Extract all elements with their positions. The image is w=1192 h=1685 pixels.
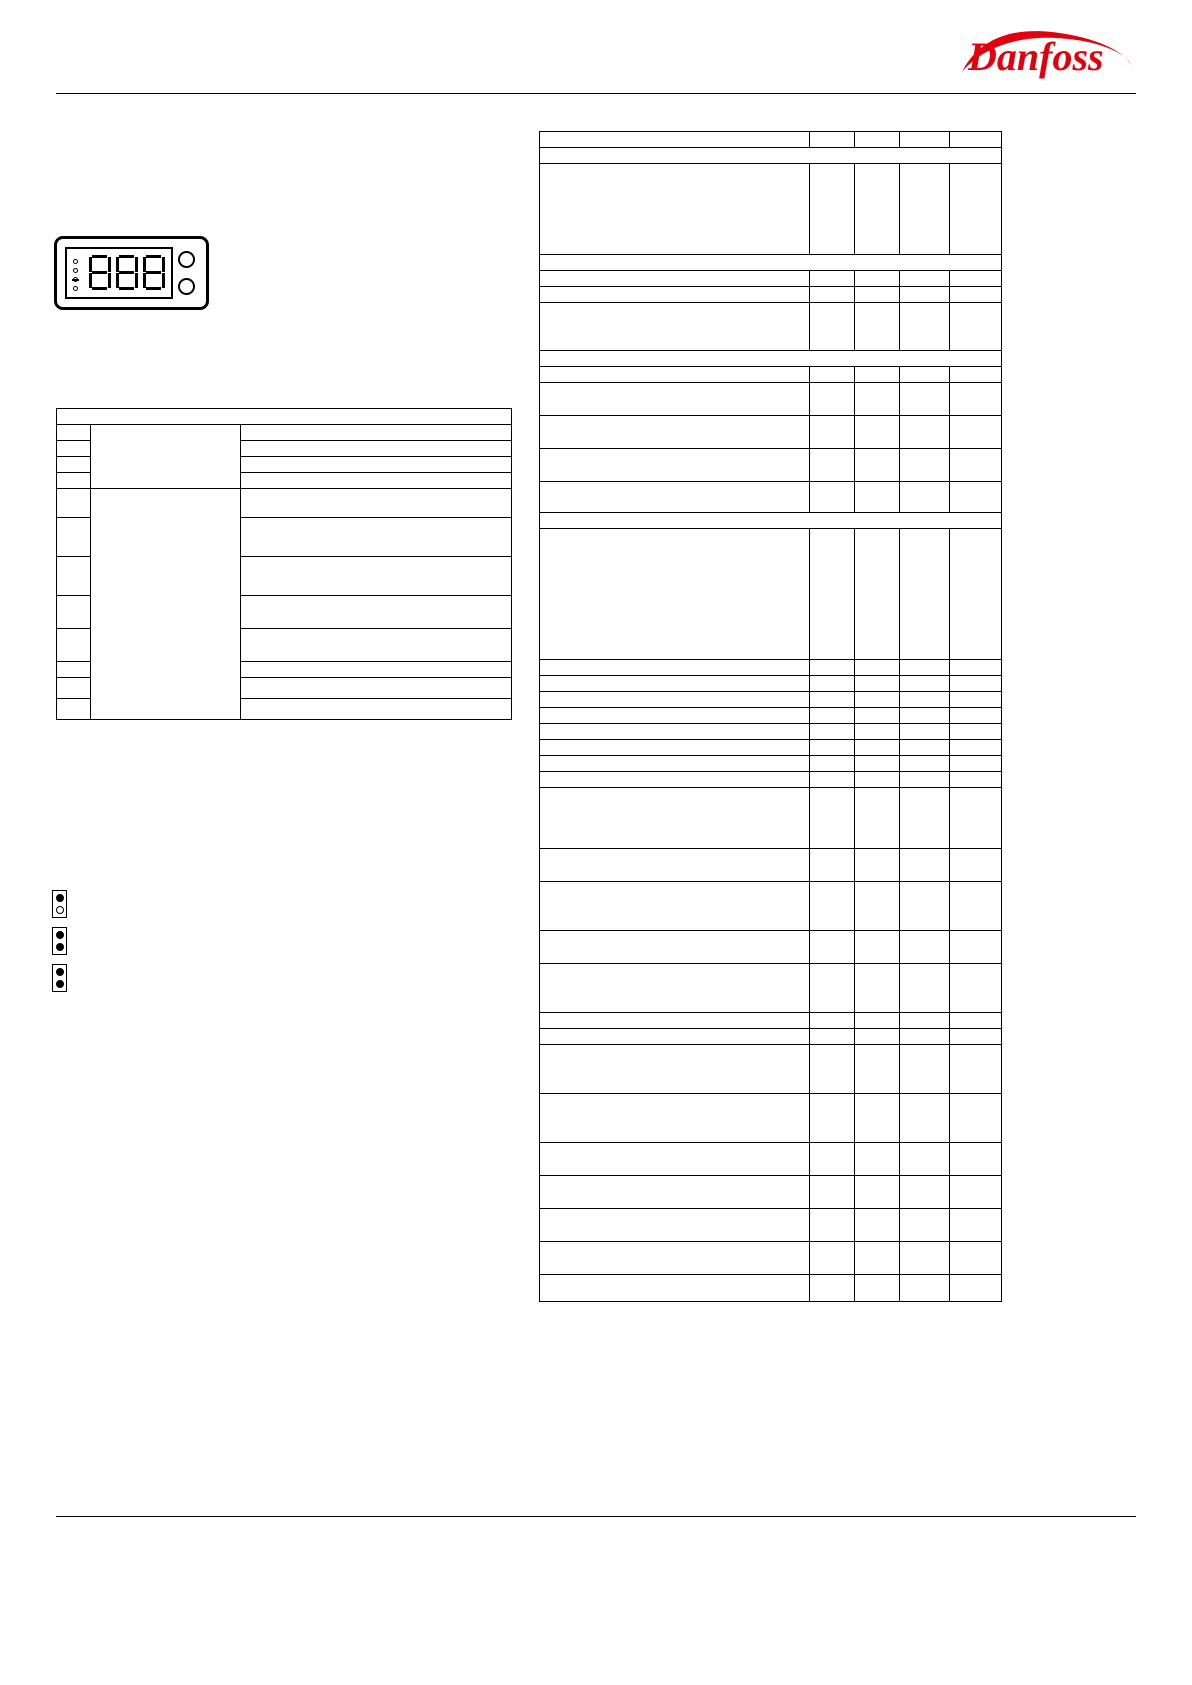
param-val-3	[900, 849, 950, 882]
param-val-4	[950, 1209, 1002, 1242]
param-val-1	[810, 271, 855, 287]
param-val-3	[900, 788, 950, 849]
param-val-4	[950, 788, 1002, 849]
section-row	[540, 351, 1002, 367]
param-desc	[540, 303, 810, 351]
section-label	[540, 148, 1002, 164]
param-val-4	[950, 367, 1002, 383]
param-val-2	[855, 660, 900, 676]
param-val-4	[950, 449, 1002, 482]
param-desc	[540, 772, 810, 788]
param-val-4	[950, 416, 1002, 449]
table-row	[540, 964, 1002, 1013]
param-val-2	[855, 529, 900, 660]
up-button[interactable]	[178, 251, 195, 268]
table-row	[57, 409, 512, 425]
danfoss-logo	[956, 26, 1136, 88]
param-val-4	[950, 1275, 1002, 1302]
param-val-1	[810, 1143, 855, 1176]
param-val-3	[900, 529, 950, 660]
param-val-4	[950, 1176, 1002, 1209]
status-led	[73, 268, 78, 273]
code-cell	[57, 662, 91, 678]
header-col-2	[855, 132, 900, 148]
param-val-2	[855, 1176, 900, 1209]
param-val-3	[900, 740, 950, 756]
param-desc	[540, 708, 810, 724]
param-desc	[540, 964, 810, 1013]
section-label	[540, 351, 1002, 367]
param-desc	[540, 931, 810, 964]
param-val-2	[855, 1275, 900, 1302]
param-val-4	[950, 1029, 1002, 1045]
section-row	[540, 148, 1002, 164]
param-val-1	[810, 1029, 855, 1045]
footer-divider	[56, 1516, 1136, 1517]
param-val-3	[900, 882, 950, 931]
param-val-2	[855, 383, 900, 416]
param-val-3	[900, 931, 950, 964]
param-val-2	[855, 882, 900, 931]
table-row	[540, 1013, 1002, 1029]
section-row	[540, 255, 1002, 271]
param-val-2	[855, 931, 900, 964]
code-cell	[57, 425, 91, 441]
param-val-3	[900, 1143, 950, 1176]
param-val-4	[950, 882, 1002, 931]
jumper-pin-bottom	[56, 980, 64, 988]
param-desc	[540, 724, 810, 740]
param-val-3	[900, 303, 950, 351]
param-val-3	[900, 1242, 950, 1275]
status-led-group	[73, 259, 78, 291]
param-val-3	[900, 692, 950, 708]
header-divider	[56, 93, 1136, 94]
section-label	[540, 513, 1002, 529]
param-val-3	[900, 1013, 950, 1029]
param-desc	[540, 271, 810, 287]
param-desc	[540, 529, 810, 660]
param-val-3	[900, 416, 950, 449]
param-val-4	[950, 1045, 1002, 1094]
param-desc	[540, 164, 810, 255]
table-row	[540, 1094, 1002, 1143]
param-val-3	[900, 1176, 950, 1209]
param-val-3	[900, 271, 950, 287]
desc-cell	[241, 489, 512, 518]
param-val-2	[855, 164, 900, 255]
jumper-pin-bottom	[56, 943, 64, 951]
param-val-4	[950, 676, 1002, 692]
desc-cell	[241, 425, 512, 441]
header-col-3	[900, 132, 950, 148]
param-val-2	[855, 271, 900, 287]
param-val-2	[855, 692, 900, 708]
param-val-1	[810, 164, 855, 255]
table-row	[540, 756, 1002, 772]
header-desc	[540, 132, 810, 148]
param-desc	[540, 676, 810, 692]
param-val-1	[810, 303, 855, 351]
param-val-2	[855, 367, 900, 383]
param-val-2	[855, 772, 900, 788]
param-val-1	[810, 1242, 855, 1275]
param-val-2	[855, 964, 900, 1013]
desc-cell	[241, 629, 512, 662]
param-val-1	[810, 740, 855, 756]
jumper-open	[52, 890, 67, 918]
parameter-list-table	[539, 131, 1002, 1302]
table-row	[540, 529, 1002, 660]
param-val-4	[950, 692, 1002, 708]
table-row	[540, 1029, 1002, 1045]
param-val-1	[810, 692, 855, 708]
desc-cell	[241, 557, 512, 596]
param-val-3	[900, 1094, 950, 1143]
code-cell	[57, 441, 91, 457]
param-val-1	[810, 1094, 855, 1143]
param-val-4	[950, 482, 1002, 513]
param-val-1	[810, 724, 855, 740]
down-button[interactable]	[178, 278, 195, 295]
param-val-3	[900, 1029, 950, 1045]
param-val-4	[950, 1013, 1002, 1029]
code-cell	[57, 629, 91, 662]
table-row	[540, 416, 1002, 449]
jumper-closed-2	[52, 964, 67, 992]
param-val-2	[855, 849, 900, 882]
param-val-3	[900, 724, 950, 740]
param-val-1	[810, 287, 855, 303]
param-val-4	[950, 1143, 1002, 1176]
table-row	[540, 287, 1002, 303]
param-val-2	[855, 1209, 900, 1242]
param-val-2	[855, 740, 900, 756]
param-val-1	[810, 660, 855, 676]
status-led	[73, 286, 78, 291]
param-val-4	[950, 740, 1002, 756]
param-val-1	[810, 849, 855, 882]
param-val-1	[810, 1209, 855, 1242]
table-row	[540, 1045, 1002, 1094]
param-val-1	[810, 788, 855, 849]
code-cell	[57, 489, 91, 518]
param-val-3	[900, 676, 950, 692]
table-row	[540, 660, 1002, 676]
section-row	[540, 513, 1002, 529]
param-desc	[540, 1275, 810, 1302]
name-cell	[91, 489, 241, 720]
table-row	[540, 849, 1002, 882]
param-desc	[540, 1209, 810, 1242]
header-col-4	[950, 132, 1002, 148]
desc-cell	[241, 699, 512, 720]
param-val-1	[810, 416, 855, 449]
param-val-1	[810, 708, 855, 724]
header-col-1	[810, 132, 855, 148]
param-desc	[540, 692, 810, 708]
jumper-pin-bottom	[56, 906, 64, 914]
param-val-1	[810, 1013, 855, 1029]
code-cell	[57, 457, 91, 473]
param-val-2	[855, 708, 900, 724]
param-val-3	[900, 383, 950, 416]
param-desc	[540, 416, 810, 449]
table-row	[540, 788, 1002, 849]
param-val-2	[855, 724, 900, 740]
param-val-3	[900, 1209, 950, 1242]
desc-cell	[241, 596, 512, 629]
param-val-1	[810, 1275, 855, 1302]
param-desc	[540, 287, 810, 303]
desc-cell	[241, 457, 512, 473]
code-cell	[57, 678, 91, 699]
param-val-2	[855, 1029, 900, 1045]
table-row	[540, 740, 1002, 756]
jumper-closed-1	[52, 927, 67, 955]
param-desc	[540, 660, 810, 676]
param-val-1	[810, 482, 855, 513]
param-desc	[540, 1242, 810, 1275]
param-val-3	[900, 708, 950, 724]
table-title-cell	[57, 409, 512, 425]
code-cell	[57, 699, 91, 720]
desc-cell	[241, 678, 512, 699]
param-desc	[540, 449, 810, 482]
table-row	[540, 931, 1002, 964]
table-row	[540, 164, 1002, 255]
table-row	[540, 367, 1002, 383]
digit-2	[116, 255, 138, 291]
table-row	[540, 724, 1002, 740]
svg-text:Danfoss: Danfoss	[968, 34, 1104, 79]
param-val-1	[810, 756, 855, 772]
table-row	[540, 692, 1002, 708]
param-val-2	[855, 303, 900, 351]
param-desc	[540, 367, 810, 383]
param-val-1	[810, 1045, 855, 1094]
table-row	[540, 1275, 1002, 1302]
digit-1	[89, 255, 111, 291]
param-val-3	[900, 482, 950, 513]
display-codes-table	[56, 408, 512, 720]
table-row	[540, 882, 1002, 931]
param-val-4	[950, 164, 1002, 255]
param-val-4	[950, 529, 1002, 660]
param-val-2	[855, 449, 900, 482]
section-label	[540, 255, 1002, 271]
param-desc	[540, 756, 810, 772]
param-desc	[540, 882, 810, 931]
param-val-4	[950, 756, 1002, 772]
param-desc	[540, 1094, 810, 1143]
param-val-1	[810, 367, 855, 383]
param-val-2	[855, 416, 900, 449]
table-row	[540, 1209, 1002, 1242]
table-row	[540, 449, 1002, 482]
table-row	[540, 676, 1002, 692]
param-val-3	[900, 1275, 950, 1302]
param-val-1	[810, 1176, 855, 1209]
display-screen	[65, 247, 173, 299]
param-val-1	[810, 882, 855, 931]
param-desc	[540, 1045, 810, 1094]
param-val-2	[855, 287, 900, 303]
table-row	[57, 489, 512, 518]
desc-cell	[241, 473, 512, 489]
parameter-list-body	[540, 132, 1002, 1302]
param-val-2	[855, 788, 900, 849]
param-val-4	[950, 1094, 1002, 1143]
param-val-3	[900, 660, 950, 676]
param-val-1	[810, 449, 855, 482]
param-desc	[540, 1176, 810, 1209]
param-desc	[540, 740, 810, 756]
display-codes-body	[57, 409, 512, 720]
param-val-2	[855, 676, 900, 692]
param-desc	[540, 1029, 810, 1045]
param-desc	[540, 849, 810, 882]
param-desc	[540, 482, 810, 513]
table-row	[540, 383, 1002, 416]
param-val-1	[810, 964, 855, 1013]
code-cell	[57, 557, 91, 596]
table-row	[540, 1242, 1002, 1275]
param-val-2	[855, 1013, 900, 1029]
table-row	[540, 271, 1002, 287]
param-val-4	[950, 849, 1002, 882]
param-val-3	[900, 756, 950, 772]
param-val-3	[900, 164, 950, 255]
controller-display-panel	[54, 236, 209, 310]
status-led	[73, 259, 78, 264]
param-desc	[540, 1143, 810, 1176]
table-row	[540, 303, 1002, 351]
param-val-4	[950, 964, 1002, 1013]
param-val-1	[810, 529, 855, 660]
param-val-3	[900, 367, 950, 383]
param-val-2	[855, 756, 900, 772]
code-cell	[57, 518, 91, 557]
table-header-row	[540, 132, 1002, 148]
name-cell	[91, 425, 241, 489]
param-val-3	[900, 287, 950, 303]
param-val-4	[950, 1242, 1002, 1275]
param-desc	[540, 788, 810, 849]
param-val-2	[855, 1242, 900, 1275]
table-row	[540, 708, 1002, 724]
table-row	[540, 772, 1002, 788]
seven-segment-digits	[89, 255, 165, 291]
param-val-3	[900, 964, 950, 1013]
param-val-4	[950, 303, 1002, 351]
minus-indicator	[72, 279, 79, 281]
param-val-3	[900, 1045, 950, 1094]
param-val-4	[950, 724, 1002, 740]
param-val-4	[950, 383, 1002, 416]
param-val-1	[810, 383, 855, 416]
table-row	[540, 1143, 1002, 1176]
param-val-4	[950, 660, 1002, 676]
desc-cell	[241, 518, 512, 557]
table-row	[540, 482, 1002, 513]
param-val-2	[855, 1045, 900, 1094]
param-val-4	[950, 772, 1002, 788]
param-val-4	[950, 931, 1002, 964]
table-row	[57, 425, 512, 441]
param-val-1	[810, 931, 855, 964]
code-cell	[57, 596, 91, 629]
jumper-pin-top	[56, 931, 64, 939]
desc-cell	[241, 441, 512, 457]
param-val-2	[855, 1143, 900, 1176]
desc-cell	[241, 662, 512, 678]
param-val-3	[900, 449, 950, 482]
param-desc	[540, 383, 810, 416]
param-val-3	[900, 772, 950, 788]
param-val-4	[950, 708, 1002, 724]
jumper-pin-top	[56, 894, 64, 902]
param-val-1	[810, 676, 855, 692]
param-val-4	[950, 287, 1002, 303]
param-desc	[540, 1013, 810, 1029]
table-row	[540, 1176, 1002, 1209]
param-val-1	[810, 772, 855, 788]
digit-3	[143, 255, 165, 291]
jumper-diagram-group	[52, 890, 92, 1001]
param-val-2	[855, 1094, 900, 1143]
param-val-4	[950, 271, 1002, 287]
code-cell	[57, 473, 91, 489]
param-val-2	[855, 482, 900, 513]
jumper-pin-top	[56, 968, 64, 976]
